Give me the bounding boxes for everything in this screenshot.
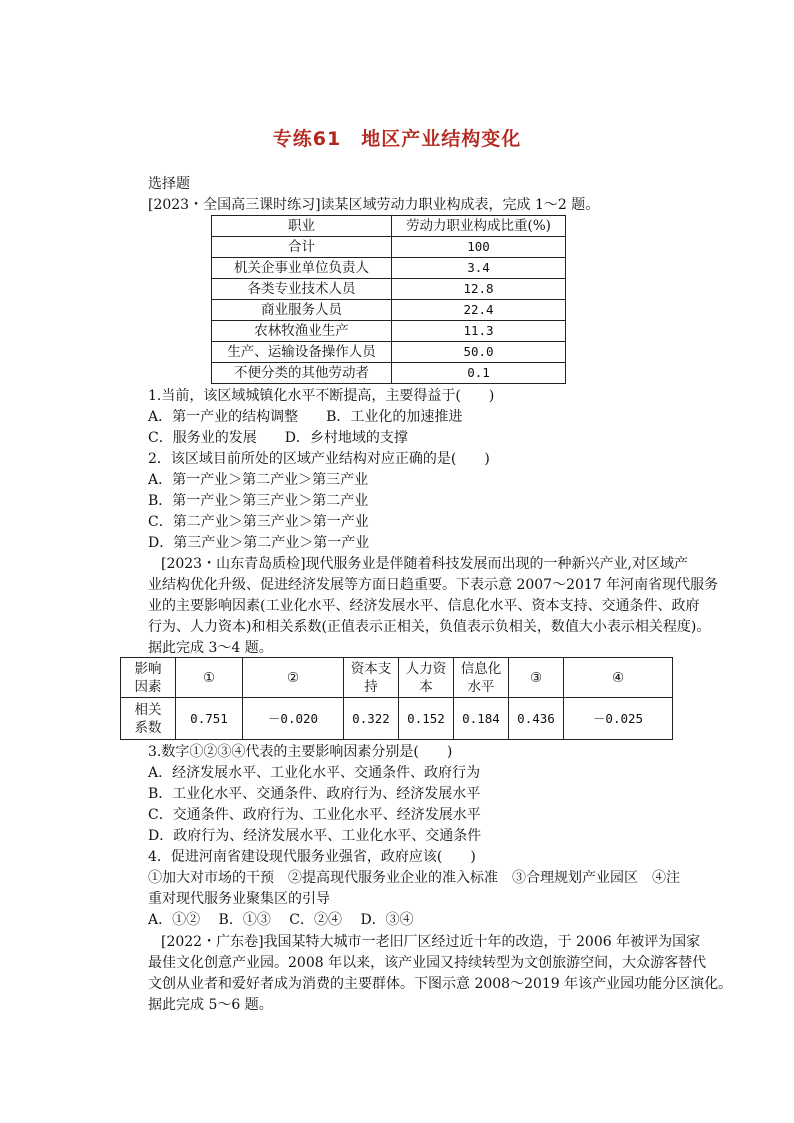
table-cell: 0.1 <box>392 363 566 384</box>
factor-cell: ② <box>243 658 344 698</box>
table-row <box>212 258 566 279</box>
intro-3-line: 据此完成 5～6 题。 <box>148 997 273 1013</box>
table-row <box>212 363 566 384</box>
table-cell: 机关企事业单位负责人 <box>212 258 392 279</box>
table-cell: 3.4 <box>392 258 566 279</box>
question-4: 4．促进河南省建设现代服务业强省，政府应该( ) <box>148 849 476 865</box>
table-row <box>121 698 673 740</box>
intro-3-line: [2022・广东卷]我国某特大城市一老旧厂区经过近十年的改造，于 2006 年被评为国家 <box>161 934 701 950</box>
q2-option: D．第三产业＞第二产业＞第一产业 <box>148 535 370 551</box>
table-header-cell: 劳动力职业构成比重(%) <box>392 216 566 237</box>
table-cell: 生产、运输设备操作人员 <box>212 342 392 363</box>
factor-cell: ④ <box>564 658 673 698</box>
row-label: 系数 <box>134 719 162 736</box>
question-1: 1.当前，该区域城镇化水平不断提高，主要得益于( ) <box>148 388 495 404</box>
intro-3-line: 最佳文化创意产业园。2008 年以来，该产业园又持续转型为文创旅游空间，大众游客替代 <box>148 955 707 971</box>
row-label-cell <box>121 658 176 698</box>
factor-cell: ③ <box>509 658 564 698</box>
q3-option: D．政府行为、经济发展水平、工业化水平、交通条件 <box>148 828 482 844</box>
table-row <box>212 216 566 237</box>
table-cell: 不便分类的其他劳动者 <box>212 363 392 384</box>
q2-option: B．第一产业＞第三产业＞第二产业 <box>148 493 369 509</box>
q3-option: C．交通条件、政府行为、工业化水平、经济发展水平 <box>148 807 481 823</box>
table-row <box>121 658 673 698</box>
coefficient-cell: 0.322 <box>344 698 399 740</box>
table-cell: 各类专业技术人员 <box>212 279 392 300</box>
q2-option: C．第二产业＞第三产业＞第一产业 <box>148 514 369 530</box>
row-label-cell <box>121 698 176 740</box>
coefficient-cell: 0.184 <box>454 698 509 740</box>
correlation-table <box>120 657 673 740</box>
intro-2-line: 业结构优化升级、促进经济发展等方面日趋重要。下表示意 2007～2017 年河南省现代服务 <box>148 577 719 593</box>
q2-option: A．第一产业＞第二产业＞第三产业 <box>148 472 369 488</box>
factor-cell: 信息化 水平 <box>454 658 509 698</box>
page-title: 专练61 地区产业结构变化 <box>272 128 522 150</box>
table-cell: 22.4 <box>392 300 566 321</box>
intro-1: [2023・全国高三课时练习]读某区域劳动力职业构成表，完成 1～2 题。 <box>148 197 600 213</box>
table-cell: 12.8 <box>392 279 566 300</box>
factor-cell: 人力资 本 <box>399 658 454 698</box>
question-2: 2．该区域目前所处的区域产业结构对应正确的是( ) <box>148 451 490 467</box>
question-3: 3.数字①②③④代表的主要影响因素分别是( ) <box>148 744 453 760</box>
row-label: 影响 <box>134 660 162 677</box>
factor-cell: ① <box>176 658 243 698</box>
factor-cell: 资本支 持 <box>344 658 399 698</box>
q4-statement-line: ①加大对市场的干预 ②提高现代服务业企业的准入标准 ③合理规划产业园区 ④注 <box>148 870 680 886</box>
coefficient-cell: 0.436 <box>509 698 564 740</box>
section-heading: 选择题 <box>148 176 190 192</box>
intro-2-line: 据此完成 3～4 题。 <box>148 640 273 656</box>
coefficient-cell: 0.152 <box>399 698 454 740</box>
q1-option-line: A．第一产业的结构调整 B．工业化的加速推进 <box>148 409 463 425</box>
coefficient-cell: 0.751 <box>176 698 243 740</box>
coefficient-cell: －0.020 <box>243 698 344 740</box>
row-label: 相关 <box>134 701 162 718</box>
intro-2-line: [2023・山东青岛质检]现代服务业是伴随着科技发展而出现的一种新兴产业,对区域产 <box>161 556 689 572</box>
table-row <box>212 300 566 321</box>
labor-structure-table <box>211 215 566 384</box>
table-cell: 100 <box>392 237 566 258</box>
intro-2-line: 行为、人力资本)和相关系数(正值表示正相关，负值表示负相关，数值大小表示相关程度)。 <box>148 619 711 635</box>
table-header-cell: 职业 <box>212 216 392 237</box>
table-row <box>212 279 566 300</box>
q1-option-line: C．服务业的发展 D．乡村地域的支撑 <box>148 430 408 446</box>
intro-2-line: 业的主要影响因素(工业化水平、经济发展水平、信息化水平、资本支持、交通条件、政府 <box>148 598 700 614</box>
table-cell: 商业服务人员 <box>212 300 392 321</box>
table-cell: 合计 <box>212 237 392 258</box>
row-label: 因素 <box>134 678 162 695</box>
table-row <box>212 321 566 342</box>
coefficient-cell: －0.025 <box>564 698 673 740</box>
table-cell: 11.3 <box>392 321 566 342</box>
table-row <box>212 342 566 363</box>
table-row <box>212 237 566 258</box>
q3-option: B．工业化水平、交通条件、政府行为、经济发展水平 <box>148 786 481 802</box>
table-cell: 农林牧渔业生产 <box>212 321 392 342</box>
q4-options: A．①② B．①③ C．②④ D．③④ <box>148 912 414 928</box>
q4-statement-line: 重对现代服务业聚集区的引导 <box>148 891 330 907</box>
table-cell: 50.0 <box>392 342 566 363</box>
intro-3-line: 文创从业者和爱好者成为消费的主要群体。下图示意 2008～2019 年该产业园功能分区演化。 <box>148 976 733 992</box>
q3-option: A．经济发展水平、工业化水平、交通条件、政府行为 <box>148 765 481 781</box>
